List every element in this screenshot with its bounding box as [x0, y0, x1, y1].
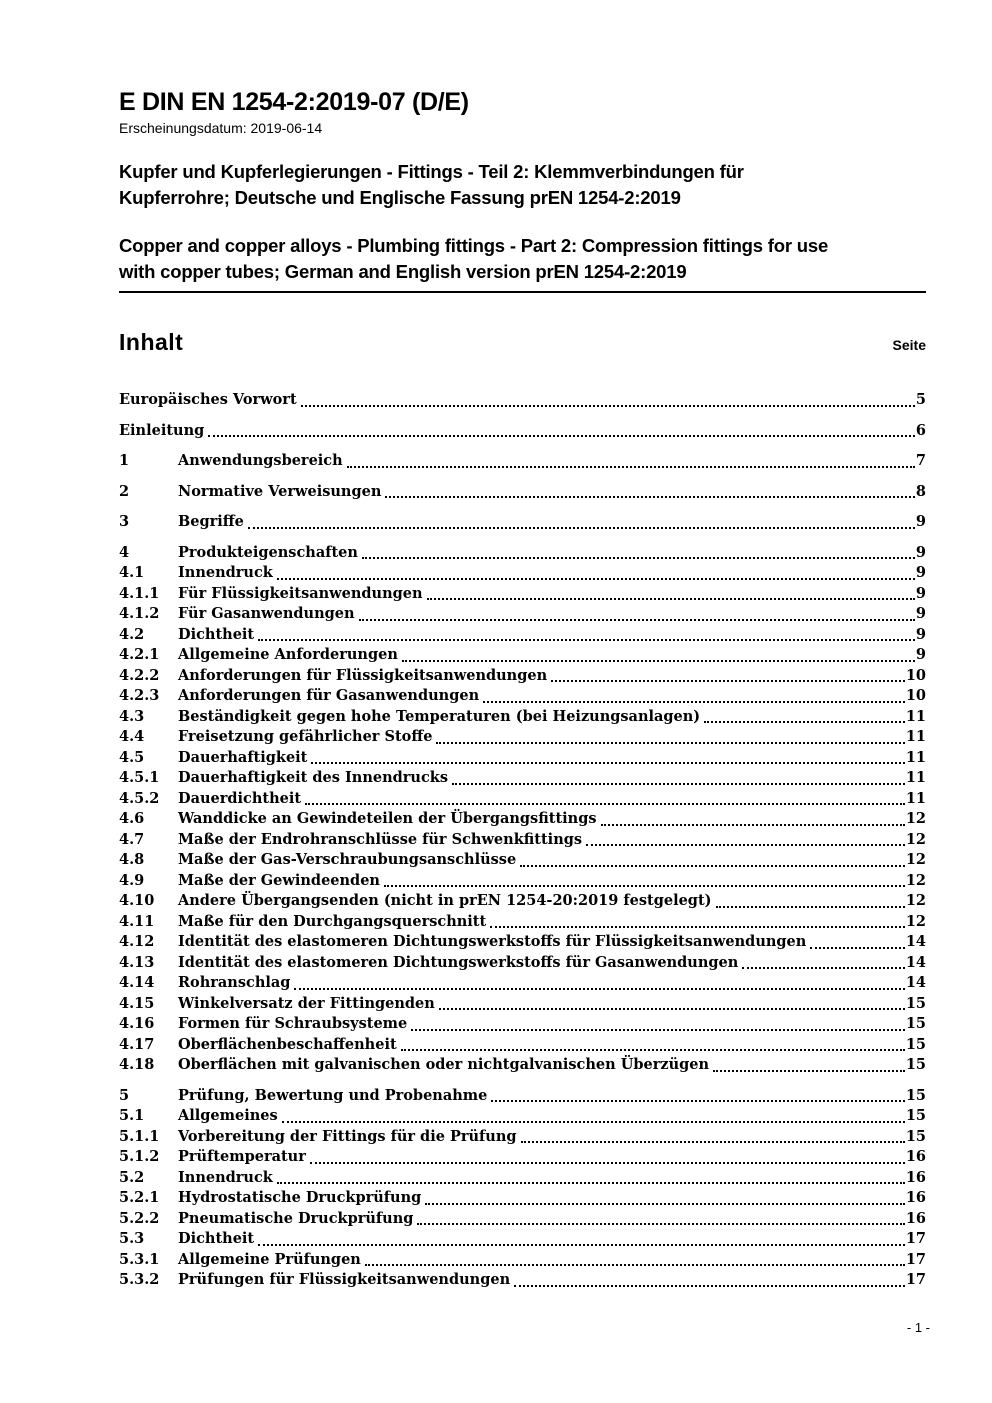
toc-entry-title: Einleitung: [119, 421, 205, 439]
toc-entry-page: 9: [915, 584, 926, 602]
publication-date: Erscheinungsdatum: 2019-06-14: [119, 120, 323, 136]
toc-entry: [119, 1127, 926, 1148]
toc-entry: [119, 421, 926, 442]
toc-entry-page: 12: [905, 810, 926, 827]
toc-entry-title: Maße der Gewindeenden: [178, 871, 380, 889]
toc-leader-dots: [305, 803, 905, 805]
toc-entry-title: Oberflächen mit galvanischen oder nichtgalvanischen Überzügen: [178, 1056, 710, 1073]
toc-leader-dots: [427, 598, 915, 600]
toc-leader-dots: [514, 1285, 905, 1287]
toc-entry-number: 4.16: [119, 1015, 155, 1032]
toc-entry-page: 15: [905, 1107, 926, 1124]
toc-entry-title: Produkteigenschaften: [178, 543, 358, 561]
toc-leader-dots: [347, 466, 915, 468]
toc-entry-page: 9: [915, 564, 926, 581]
english-title: [119, 233, 926, 293]
toc-entry-page: 5: [915, 391, 926, 408]
toc-entry-page: 15: [905, 1127, 926, 1145]
toc-entry-title: Für Gasanwendungen: [178, 605, 355, 622]
toc-entry-number: 4.18: [119, 1056, 155, 1073]
toc-entry-number: 4.5.1: [119, 769, 160, 786]
toc-entry: [119, 451, 926, 472]
toc-entry: [119, 604, 926, 625]
toc-entry-title: Vorbereitung der Fittings für die Prüfung: [178, 1127, 517, 1145]
toc-entry: [119, 482, 926, 503]
toc-entry-page: 10: [905, 687, 926, 704]
toc-entry: [119, 1250, 926, 1271]
toc-entry-title: Dichtheit: [178, 625, 255, 643]
toc-entry-number: 5.2.2: [119, 1209, 160, 1227]
toc-entry-title: Dichtheit: [178, 1230, 255, 1247]
toc-entry-title: Identität des elastomeren Dichtungswerkstoffs für Flüssigkeitsanwendungen: [178, 933, 807, 950]
toc-entry: [119, 1270, 926, 1291]
toc-entry-page: 7: [915, 452, 926, 469]
toc-entry-title: Hydrostatische Druckprüfung: [178, 1189, 422, 1206]
toc-entry: [119, 727, 926, 748]
toc-entry: [119, 1014, 926, 1035]
toc-entry: [119, 768, 926, 789]
toc-entry-number: 5.2: [119, 1168, 145, 1186]
toc-entry: [119, 1209, 926, 1230]
toc-entry: [119, 390, 926, 411]
toc-entry-title: Innendruck: [178, 1168, 273, 1186]
toc-leader-dots: [483, 701, 905, 703]
toc-entry: [119, 1147, 926, 1168]
toc-leader-dots: [439, 1008, 905, 1010]
toc-leader-dots: [365, 1264, 905, 1266]
toc-entry-page: 17: [905, 1271, 926, 1288]
toc-entry: [119, 871, 926, 892]
toc-entry: [119, 1035, 926, 1056]
toc-entry-page: 15: [905, 1056, 926, 1073]
toc-entry-title: Anforderungen für Flüssigkeitsanwendungen: [178, 666, 548, 684]
toc-entry-page: 16: [905, 1209, 926, 1227]
toc-entry-title: Allgemeine Prüfungen: [178, 1250, 361, 1268]
toc-entry-title: Begriffe: [178, 513, 244, 530]
toc-leader-dots: [810, 947, 904, 949]
toc-leader-dots: [294, 988, 904, 990]
german-title-line2: Kupferrohre; Deutsche und Englische Fassung prEN 1254-2:2019: [119, 187, 681, 208]
toc-entry-title: Innendruck: [178, 564, 273, 581]
toc-entry-number: 5: [119, 1086, 130, 1104]
toc-entry-number: 4.13: [119, 953, 155, 971]
toc-leader-dots: [551, 680, 905, 682]
toc-leader-dots: [277, 1182, 905, 1184]
toc-entry: [119, 830, 926, 851]
toc-leader-dots: [208, 435, 915, 437]
english-title-line2: with copper tubes; German and English version prEN 1254-2:2019: [119, 261, 687, 282]
toc-entry-number: 4.2.2: [119, 666, 160, 684]
toc-entry: [119, 512, 926, 533]
german-title-line1: Kupfer und Kupferlegierungen - Fittings - Teil 2: Klemmverbindungen für: [119, 161, 744, 182]
toc-entry-number: 4.5: [119, 748, 145, 766]
toc-entry-page: 12: [905, 851, 926, 868]
toc-entry-page: 11: [905, 728, 926, 745]
toc-entry-title: Maße für den Durchgangsquerschnitt: [178, 912, 487, 930]
toc-entry-title: Dauerhaftigkeit: [178, 748, 308, 766]
toc-leader-dots: [417, 1223, 904, 1225]
toc-entry-page: 17: [905, 1250, 926, 1268]
toc-entry-title: Maße der Gas-Verschraubungsanschlüsse: [178, 851, 517, 868]
toc-entry-number: 4.1: [119, 564, 145, 581]
toc-leader-dots: [277, 578, 915, 580]
toc-entry-title: Freisetzung gefährlicher Stoffe: [178, 728, 433, 745]
toc-entry-page: 10: [905, 666, 926, 684]
toc-entry-number: 4.10: [119, 892, 155, 909]
toc-entry-page: 12: [905, 892, 926, 909]
toc-leader-dots: [401, 1049, 905, 1051]
toc-entry-page: 12: [905, 830, 926, 848]
toc-page-column-label: Seite: [892, 337, 926, 353]
toc-entry-page: 6: [915, 421, 926, 439]
toc-entry-title: Winkelversatz der Fittingenden: [178, 994, 435, 1012]
toc-heading: Inhalt: [119, 329, 184, 355]
toc-entry-title: Allgemeine Anforderungen: [178, 646, 398, 663]
toc-entry-number: 4.4: [119, 728, 145, 745]
toc-entry-title: Dauerdichtheit: [178, 789, 302, 807]
toc-entry: [119, 563, 926, 584]
toc-leader-dots: [248, 527, 915, 529]
page-number: - 1 -: [906, 1320, 930, 1335]
toc-leader-dots: [301, 405, 915, 407]
toc-entry-number: 4.5.2: [119, 789, 160, 807]
toc-leader-dots: [601, 824, 905, 826]
toc-leader-dots: [258, 1244, 905, 1246]
toc-entry-title: Andere Übergangsenden (nicht in prEN 1254-20:2019 festgelegt): [178, 892, 712, 909]
toc-entry-number: 4.1.2: [119, 605, 160, 622]
toc-entry-title: Oberflächenbeschaffenheit: [178, 1035, 397, 1053]
toc-entry: [119, 1168, 926, 1189]
document-number: E DIN EN 1254-2:2019-07 (D/E): [119, 88, 469, 116]
toc-entry-number: 5.3.1: [119, 1250, 160, 1268]
toc-leader-dots: [491, 1100, 904, 1102]
toc-leader-dots: [704, 721, 905, 723]
toc-leader-dots: [713, 1070, 905, 1072]
toc-leader-dots: [490, 926, 905, 928]
toc-entry: [119, 584, 926, 605]
toc-entry-number: 4.2: [119, 625, 145, 643]
toc-entry: [119, 932, 926, 953]
toc-entry-title: Allgemeines: [178, 1107, 278, 1124]
toc-leader-dots: [742, 967, 905, 969]
toc-entry-page: 8: [915, 482, 926, 500]
toc-entry-title: Prüfung, Bewertung und Probenahme: [178, 1086, 488, 1104]
toc-entry: [119, 625, 926, 646]
toc-leader-dots: [282, 1121, 905, 1123]
toc-entry-page: 9: [915, 646, 926, 663]
toc-entry-title: Wanddicke an Gewindeteilen der Übergangsfittings: [178, 810, 597, 827]
toc-entry-page: 17: [905, 1230, 926, 1247]
toc-entry-page: 16: [905, 1189, 926, 1206]
toc-entry-title: Für Flüssigkeitsanwendungen: [178, 584, 423, 602]
english-title-line1: Copper and copper alloys - Plumbing fittings - Part 2: Compression fittings for use: [119, 235, 829, 256]
toc-entry-page: 11: [905, 769, 926, 786]
toc-entry-number: 3: [119, 513, 130, 530]
toc-entry-number: 2: [119, 482, 130, 500]
toc-leader-dots: [436, 742, 904, 744]
toc-entry: [119, 707, 926, 728]
toc-entry-number: 4.15: [119, 994, 155, 1012]
toc-entry-number: 5.1.1: [119, 1127, 160, 1145]
toc-entry-number: 4.1.1: [119, 584, 160, 602]
toc-entry-page: 15: [905, 1015, 926, 1032]
toc-entry-number: 4.9: [119, 871, 145, 889]
toc-entry-number: 5.1: [119, 1107, 145, 1124]
toc-entry-number: 4.11: [119, 912, 155, 930]
toc-entry-page: 12: [905, 912, 926, 930]
toc-entry-page: 14: [905, 953, 926, 971]
toc-entry: [119, 1086, 926, 1107]
toc-entry-title: Formen für Schraubsysteme: [178, 1015, 408, 1032]
toc-entry: [119, 953, 926, 974]
toc-entry-number: 5.1.2: [119, 1148, 160, 1165]
toc-leader-dots: [716, 906, 905, 908]
toc-leader-dots: [258, 639, 915, 641]
toc-entry: [119, 543, 926, 564]
toc-entry-number: 4.12: [119, 933, 155, 950]
toc-leader-dots: [362, 557, 915, 559]
toc-entry-number: 4.7: [119, 830, 145, 848]
toc-entry: [119, 994, 926, 1015]
toc-entry-page: 9: [915, 625, 926, 643]
toc-entry: [119, 973, 926, 994]
toc-entry-title: Identität des elastomeren Dichtungswerkstoffs für Gasanwendungen: [178, 953, 739, 971]
toc-leader-dots: [521, 1141, 905, 1143]
german-title: [119, 159, 926, 211]
toc-entry-number: 4.14: [119, 974, 155, 991]
toc-entry: [119, 1106, 926, 1127]
toc-entry-title: Anforderungen für Gasanwendungen: [178, 687, 480, 704]
toc-entry-title: Normative Verweisungen: [178, 482, 382, 500]
toc-entry-page: 16: [905, 1148, 926, 1165]
toc-entry-number: 4.8: [119, 851, 145, 868]
toc-entry: [119, 666, 926, 687]
toc-entry-page: 12: [905, 871, 926, 889]
toc-entry-number: 4.17: [119, 1035, 155, 1053]
toc-entry-title: Europäisches Vorwort: [119, 391, 297, 408]
toc-entry-number: 5.2.1: [119, 1189, 160, 1206]
toc-entry: [119, 912, 926, 933]
toc-leader-dots: [520, 865, 905, 867]
toc-entry-page: 15: [905, 1086, 926, 1104]
toc-entry-page: 11: [905, 748, 926, 766]
toc-entry: [119, 891, 926, 912]
toc-leader-dots: [402, 660, 915, 662]
toc-entry-title: Pneumatische Druckprüfung: [178, 1209, 414, 1227]
toc-entry: [119, 686, 926, 707]
toc-entry-number: 4.2.3: [119, 687, 160, 704]
toc-leader-dots: [586, 844, 905, 846]
toc-entry-title: Dauerhaftigkeit des Innendrucks: [178, 769, 448, 786]
toc-entry-number: 4: [119, 543, 130, 561]
toc-entry-title: Prüftemperatur: [178, 1148, 306, 1165]
toc-leader-dots: [452, 783, 905, 785]
toc-entry-page: 9: [915, 513, 926, 530]
toc-entry-page: 11: [905, 789, 926, 807]
toc-entry-title: Rohranschlag: [178, 974, 291, 991]
toc-leader-dots: [384, 885, 905, 887]
toc-leader-dots: [411, 1029, 905, 1031]
toc-entry-page: 14: [905, 974, 926, 991]
toc-entry-page: 9: [915, 605, 926, 622]
toc-entry-number: 4.3: [119, 707, 145, 725]
toc-entry-page: 15: [905, 994, 926, 1012]
toc-entry: [119, 809, 926, 830]
toc-entry: [119, 789, 926, 810]
toc-entry-title: Prüfungen für Flüssigkeitsanwendungen: [178, 1271, 511, 1288]
toc-entry-number: 1: [119, 452, 130, 469]
toc-header: [119, 329, 926, 356]
toc-leader-dots: [359, 619, 915, 621]
toc-entry: [119, 850, 926, 871]
table-of-contents: [119, 390, 926, 1291]
toc-entry: [119, 1055, 926, 1076]
toc-entry-number: 5.3.2: [119, 1271, 160, 1288]
toc-entry: [119, 1188, 926, 1209]
toc-entry-title: Anwendungsbereich: [178, 452, 343, 469]
toc-entry-page: 16: [905, 1168, 926, 1186]
toc-entry: [119, 748, 926, 769]
toc-leader-dots: [385, 496, 915, 498]
toc-entry-number: 4.2.1: [119, 646, 160, 663]
toc-entry: [119, 1229, 926, 1250]
toc-leader-dots: [425, 1203, 905, 1205]
toc-entry-title: Beständigkeit gegen hohe Temperaturen (bei Heizungsanlagen): [178, 707, 701, 725]
toc-entry: [119, 645, 926, 666]
toc-entry-page: 15: [905, 1035, 926, 1053]
toc-leader-dots: [310, 1162, 905, 1164]
toc-entry-page: 14: [905, 933, 926, 950]
toc-entry-title: Maße der Endrohranschlüsse für Schwenkfittings: [178, 830, 583, 848]
toc-entry-number: 4.6: [119, 810, 145, 827]
toc-entry-page: 11: [905, 707, 926, 725]
toc-entry-number: 5.3: [119, 1230, 145, 1247]
toc-leader-dots: [311, 762, 904, 764]
toc-entry-page: 9: [915, 543, 926, 561]
